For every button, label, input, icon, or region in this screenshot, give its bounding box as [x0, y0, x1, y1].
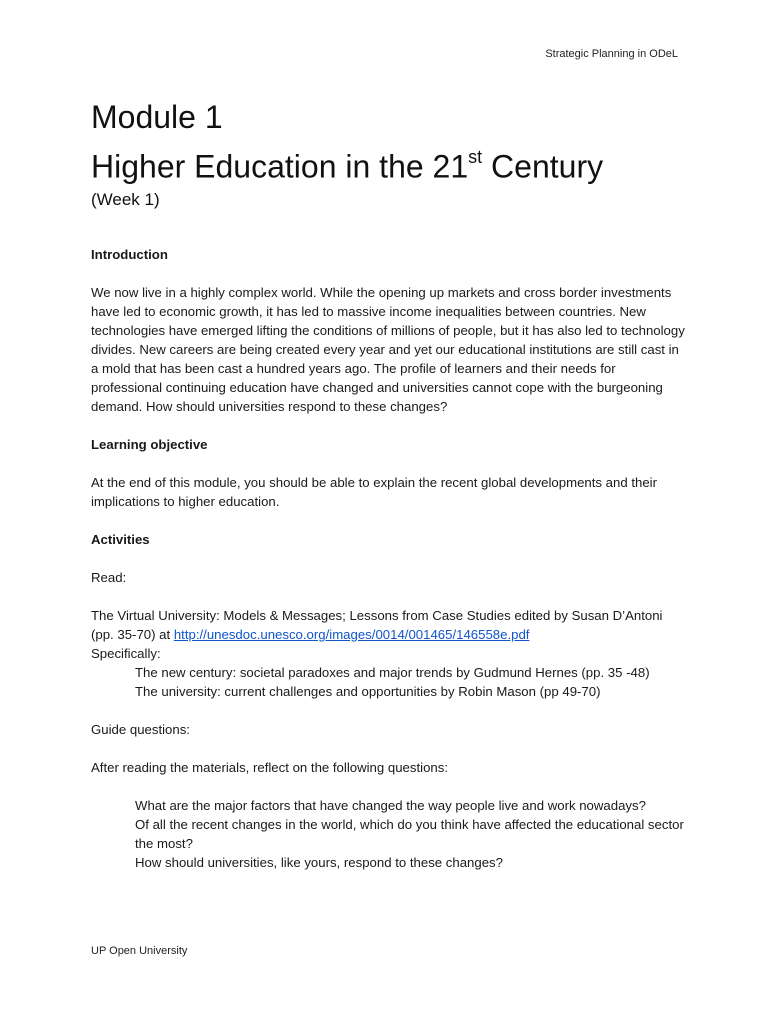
- question-list: [91, 796, 687, 872]
- activities-heading: Activities: [91, 532, 150, 547]
- specifically-label: Specifically:: [91, 646, 161, 661]
- reference-block: [91, 606, 687, 701]
- document-body: [91, 245, 687, 872]
- module-title: Module 1: [91, 99, 223, 135]
- introduction-heading: Introduction: [91, 247, 168, 262]
- reference-link[interactable]: http://unesdoc.unesco.org/images/0014/001465/146558e.pdf: [173, 627, 530, 642]
- read-label: Read:: [91, 570, 127, 585]
- week-label: (Week 1): [91, 189, 160, 209]
- guide-questions-label: Guide questions:: [91, 722, 190, 737]
- reference-text: The Virtual University: Models & Messages; Lessons from Case Studies edited by Susan D’Antoni (pp. 35-70) at: [91, 608, 663, 642]
- objective-paragraph: At the end of this module, you should be able to explain the recent global developments and their implications to higher education.: [91, 475, 657, 509]
- reading-item: The university: current challenges and opportunities by Robin Mason (pp 49-70): [135, 684, 601, 699]
- title-main-end: Century: [482, 148, 604, 185]
- title-block: [91, 96, 603, 210]
- running-header: Strategic Planning in ODeL: [545, 48, 678, 60]
- question-item: What are the major factors that have changed the way people live and work nowadays?: [135, 798, 646, 813]
- objective-heading: Learning objective: [91, 437, 208, 452]
- title-main: Higher Education in the 21: [91, 148, 469, 185]
- reading-item: The new century: societal paradoxes and major trends by Gudmund Hernes (pp. 35 -48): [135, 665, 650, 680]
- title-superscript: st: [468, 147, 483, 167]
- introduction-paragraph: We now live in a highly complex world. While the opening up markets and cross border investments have led to economic growth, it has led to massive income inequalities between countries. New technologies have emerged lifting the conditions of millions of people, but it has also led to technology divides. New careers are being created every year and yet our educational institutions are still cast in a mold that has been cast a hundred years ago. The profile of learners and their needs for professional continuing education have changed and universities cannot cope with the burgeoning demand. How should universities respond to these changes?: [91, 285, 685, 414]
- reflect-intro: After reading the materials, reflect on the following questions:: [91, 760, 448, 775]
- page-title: [91, 139, 603, 189]
- page-footer: UP Open University: [91, 945, 188, 957]
- question-item: How should universities, like yours, respond to these changes?: [135, 855, 503, 870]
- question-item: Of all the recent changes in the world, which do you think have affected the educational sector the most?: [135, 817, 684, 851]
